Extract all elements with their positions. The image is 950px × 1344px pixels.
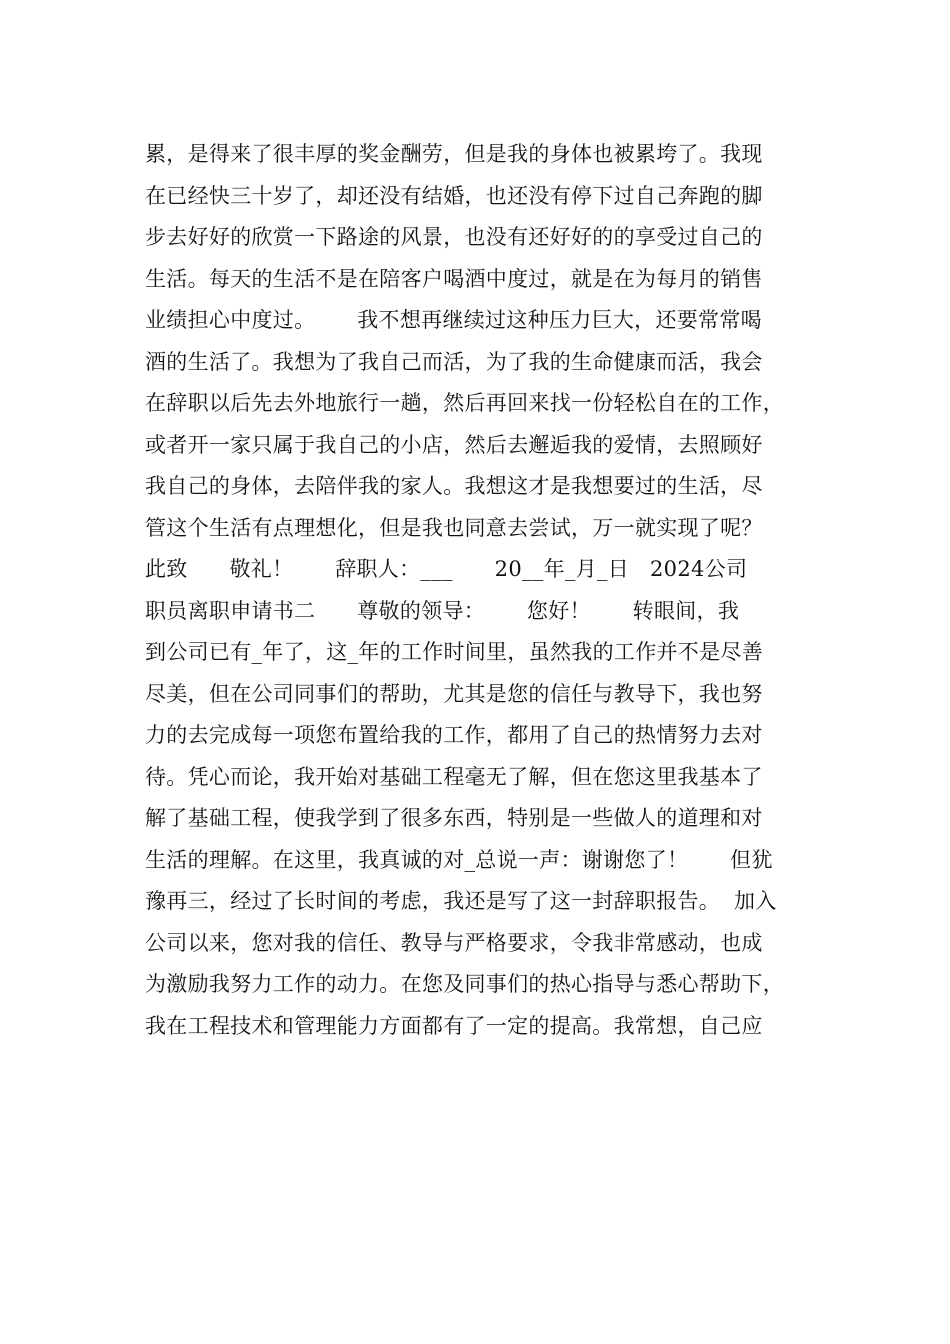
- text-line: 生活的理解。在这里，我真诚的对_总说一声：谢谢您了！ 但犹: [145, 847, 773, 872]
- text-line: 累，是得来了很丰厚的奖金酬劳，但是我的身体也被累垮了。我现: [145, 142, 763, 166]
- text-line: 在辞职以后先去外地旅行一趟，然后再回来找一份轻松自在的工作，: [145, 391, 784, 415]
- body-text: [145, 134, 835, 1047]
- text-line: 生活。每天的生活不是在陪客户喝酒中度过，就是在为每月的销售: [145, 266, 763, 291]
- text-line: 公司以来，您对我的信任、教导与严格要求，令我非常感动，也成: [145, 930, 763, 955]
- text-line: 豫再三，经过了长时间的考虑，我还是写了这一封辞职报告。 加入: [145, 889, 777, 913]
- text-line: 待。凭心而论，我开始对基础工程毫无了解，但在您这里我基本了: [145, 764, 763, 789]
- text-line: 到公司已有_年了，这_年的工作时间里，虽然我的工作并不是尽善: [145, 640, 763, 664]
- text-line: 或者开一家只属于我自己的小店，然后去邂逅我的爱情，去照顾好: [145, 432, 763, 457]
- text-line: 在已经快三十岁了，却还没有结婚，也还没有停下过自己奔跑的脚: [145, 183, 763, 208]
- text-line: 为激励我努力工作的动力。在您及同事们的热心指导与悉心帮助下，: [145, 972, 784, 996]
- text-line: 我在工程技术和管理能力方面都有了一定的提高。我常想，自己应: [145, 1013, 763, 1038]
- text-line: 我自己的身体，去陪伴我的家人。我想这才是我想要过的生活，尽: [145, 474, 763, 498]
- text-line: 管这个生活有点理想化，但是我也同意去尝试，万一就实现了呢？: [145, 515, 763, 540]
- text-line: 步去好好的欣赏一下路途的风景，也没有还好好的的享受过自己的: [145, 225, 763, 249]
- text-line: 职员离职申请书二 尊敬的领导： 您好！ 转眼间，我: [145, 598, 740, 623]
- text-line: 此致 敬礼！ 辞职人：___ 20__年_月_日 2024公司: [145, 557, 748, 581]
- text-line: 业绩担心中度过。 我不想再继续过这种压力巨大，还要常常喝: [145, 308, 762, 332]
- text-line: 解了基础工程，使我学到了很多东西，特别是一些做人的道理和对: [145, 806, 763, 830]
- text-line: 酒的生活了。我想为了我自己而活，为了我的生命健康而活，我会: [145, 349, 763, 374]
- text-line: 尽美，但在公司同事们的帮助，尤其是您的信任与教导下，我也努: [145, 681, 763, 706]
- text-line: 力的去完成每一项您布置给我的工作，都用了自己的热情努力去对: [145, 723, 763, 747]
